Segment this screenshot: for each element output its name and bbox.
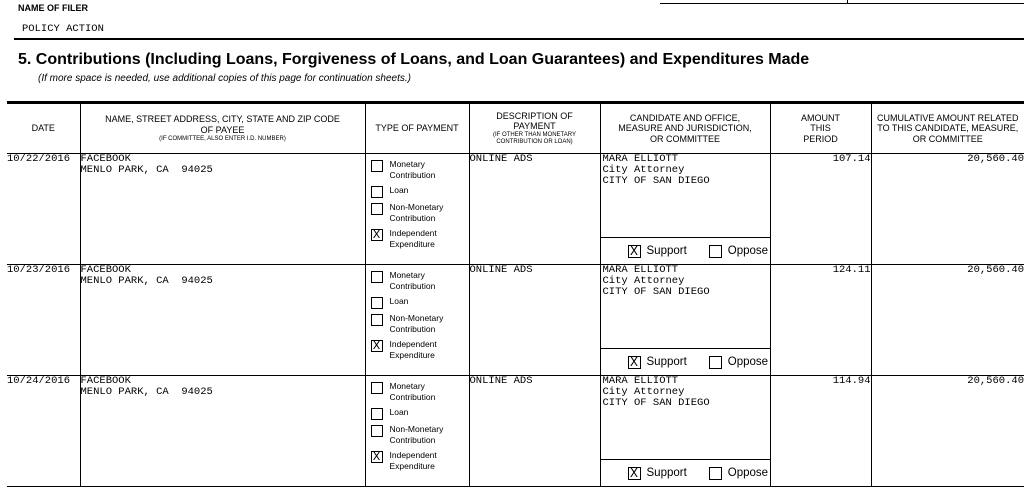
monetary-option[interactable] bbox=[371, 270, 469, 292]
monetary-option[interactable] bbox=[371, 381, 469, 403]
loan-checkbox[interactable] bbox=[371, 186, 383, 198]
candidate-jurisdiction: CITY OF SAN DIEGO bbox=[603, 287, 770, 298]
independent-checkbox[interactable]: X bbox=[371, 229, 383, 241]
row-payee bbox=[80, 376, 365, 487]
oppose-option[interactable] bbox=[709, 244, 768, 258]
row-payee bbox=[80, 265, 365, 376]
row-cumulative: 20,560.40 bbox=[871, 376, 1024, 487]
candidate-text bbox=[601, 376, 770, 409]
independent-option[interactable] bbox=[371, 228, 469, 250]
support-option[interactable] bbox=[628, 355, 687, 369]
col-cumulative-header bbox=[871, 103, 1024, 154]
loan-label: Loan bbox=[390, 407, 460, 418]
row-candidate bbox=[600, 154, 770, 265]
oppose-label: Oppose bbox=[728, 356, 768, 368]
independent-label: Independent Expenditure bbox=[390, 228, 460, 250]
support-checkbox[interactable]: X bbox=[628, 467, 641, 480]
loan-option[interactable] bbox=[371, 296, 469, 309]
loan-checkbox[interactable] bbox=[371, 408, 383, 420]
non-monetary-checkbox[interactable] bbox=[371, 314, 383, 326]
row-amount: 107.14 bbox=[770, 154, 871, 265]
col-payee-header bbox=[80, 103, 365, 154]
row-cumulative: 20,560.40 bbox=[871, 265, 1024, 376]
row-payment-type bbox=[365, 154, 469, 265]
non-monetary-label: Non-Monetary Contribution bbox=[390, 424, 460, 446]
payee-header-note: (IF COMMITTEE, ALSO ENTER I.D. NUMBER) bbox=[81, 136, 365, 143]
row-payment-type bbox=[365, 376, 469, 487]
row-cumulative: 20,560.40 bbox=[871, 154, 1024, 265]
monetary-option[interactable] bbox=[371, 159, 469, 181]
oppose-option[interactable] bbox=[709, 355, 768, 369]
monetary-label: Monetary Contribution bbox=[390, 381, 460, 403]
candidate-jurisdiction: CITY OF SAN DIEGO bbox=[603, 176, 770, 187]
section-title: 5. Contributions (Including Loans, Forgiveness of Loans, and Loan Guarantees) and Expenditures Made bbox=[18, 51, 809, 69]
row-date: 10/23/2016 bbox=[7, 265, 80, 376]
support-label: Support bbox=[647, 245, 687, 257]
non-monetary-option[interactable] bbox=[371, 313, 469, 335]
payee-name: FACEBOOK bbox=[81, 376, 365, 387]
independent-option[interactable] bbox=[371, 339, 469, 361]
monetary-label: Monetary Contribution bbox=[390, 159, 460, 181]
table-row bbox=[7, 376, 1024, 487]
expenditures-table bbox=[7, 101, 1024, 487]
independent-option[interactable] bbox=[371, 450, 469, 472]
candidate-office: City Attorney bbox=[603, 276, 770, 287]
independent-label: Independent Expenditure bbox=[390, 450, 460, 472]
oppose-label: Oppose bbox=[728, 467, 768, 479]
independent-label: Independent Expenditure bbox=[390, 339, 460, 361]
row-amount: 114.94 bbox=[770, 376, 871, 487]
monetary-checkbox[interactable] bbox=[371, 160, 383, 172]
oppose-option[interactable] bbox=[709, 466, 768, 480]
section-subtitle: (If more space is needed, use additional copies of this page for continuation sheets.) bbox=[38, 73, 411, 84]
desc-header-text: DESCRIPTION OF PAYMENT bbox=[470, 111, 600, 132]
support-option[interactable] bbox=[628, 466, 687, 480]
payee-header-text: NAME, STREET ADDRESS, CITY, STATE AND ZIP CODE OF PAYEE bbox=[81, 114, 365, 135]
row-description: ONLINE ADS bbox=[469, 376, 600, 487]
cand-header-text: CANDIDATE AND OFFICE, MEASURE AND JURISDICTION, OR COMMITTEE bbox=[601, 113, 770, 144]
payee-address: MENLO PARK, CA 94025 bbox=[81, 387, 365, 398]
support-checkbox[interactable]: X bbox=[628, 356, 641, 369]
monetary-label: Monetary Contribution bbox=[390, 270, 460, 292]
filer-divider bbox=[14, 38, 1024, 40]
candidate-office: City Attorney bbox=[603, 165, 770, 176]
loan-option[interactable] bbox=[371, 185, 469, 198]
top-right-box bbox=[660, 0, 1024, 4]
support-oppose bbox=[601, 348, 770, 375]
oppose-checkbox[interactable] bbox=[709, 245, 722, 258]
loan-label: Loan bbox=[390, 185, 460, 196]
support-checkbox[interactable]: X bbox=[628, 245, 641, 258]
candidate-name: MARA ELLIOTT bbox=[603, 265, 770, 276]
non-monetary-label: Non-Monetary Contribution bbox=[390, 313, 460, 335]
desc-header-note: (IF OTHER THAN MONETARY CONTRIBUTION OR LOAN) bbox=[470, 132, 600, 146]
loan-label: Loan bbox=[390, 296, 460, 307]
oppose-checkbox[interactable] bbox=[709, 467, 722, 480]
row-description: ONLINE ADS bbox=[469, 154, 600, 265]
row-payment-type bbox=[365, 265, 469, 376]
non-monetary-label: Non-Monetary Contribution bbox=[390, 202, 460, 224]
row-date: 10/22/2016 bbox=[7, 154, 80, 265]
independent-checkbox[interactable]: X bbox=[371, 340, 383, 352]
filer-name-label: NAME OF FILER bbox=[18, 3, 88, 13]
row-candidate bbox=[600, 265, 770, 376]
table-row bbox=[7, 265, 1024, 376]
non-monetary-option[interactable] bbox=[371, 202, 469, 224]
col-type-header: TYPE OF PAYMENT bbox=[365, 103, 469, 154]
candidate-name: MARA ELLIOTT bbox=[603, 154, 770, 165]
oppose-checkbox[interactable] bbox=[709, 356, 722, 369]
oppose-label: Oppose bbox=[728, 245, 768, 257]
payee-name: FACEBOOK bbox=[81, 154, 365, 165]
col-date-header: DATE bbox=[7, 103, 80, 154]
loan-checkbox[interactable] bbox=[371, 297, 383, 309]
candidate-name: MARA ELLIOTT bbox=[603, 376, 770, 387]
non-monetary-option[interactable] bbox=[371, 424, 469, 446]
candidate-jurisdiction: CITY OF SAN DIEGO bbox=[603, 398, 770, 409]
candidate-text bbox=[601, 154, 770, 187]
support-option[interactable] bbox=[628, 244, 687, 258]
payee-address: MENLO PARK, CA 94025 bbox=[81, 165, 365, 176]
row-description: ONLINE ADS bbox=[469, 265, 600, 376]
amount-header-text: AMOUNT THIS PERIOD bbox=[771, 113, 871, 144]
candidate-text bbox=[601, 265, 770, 298]
support-label: Support bbox=[647, 356, 687, 368]
row-date: 10/24/2016 bbox=[7, 376, 80, 487]
row-amount: 124.11 bbox=[770, 265, 871, 376]
candidate-office: City Attorney bbox=[603, 387, 770, 398]
row-candidate bbox=[600, 376, 770, 487]
col-cand-header bbox=[600, 103, 770, 154]
filer-name: POLICY ACTION bbox=[22, 24, 104, 35]
monetary-checkbox[interactable] bbox=[371, 382, 383, 394]
payee-address: MENLO PARK, CA 94025 bbox=[81, 276, 365, 287]
independent-checkbox[interactable]: X bbox=[371, 451, 383, 463]
non-monetary-checkbox[interactable] bbox=[371, 203, 383, 215]
loan-option[interactable] bbox=[371, 407, 469, 420]
row-payee bbox=[80, 154, 365, 265]
table-row bbox=[7, 154, 1024, 265]
col-desc-header bbox=[469, 103, 600, 154]
support-label: Support bbox=[647, 467, 687, 479]
support-oppose bbox=[601, 237, 770, 264]
col-amount-header bbox=[770, 103, 871, 154]
payee-name: FACEBOOK bbox=[81, 265, 365, 276]
non-monetary-checkbox[interactable] bbox=[371, 425, 383, 437]
cumulative-header-text: CUMULATIVE AMOUNT RELATED TO THIS CANDIDATE, MEASURE, OR COMMITTEE bbox=[872, 113, 1024, 144]
monetary-checkbox[interactable] bbox=[371, 271, 383, 283]
box-divider bbox=[847, 0, 848, 3]
